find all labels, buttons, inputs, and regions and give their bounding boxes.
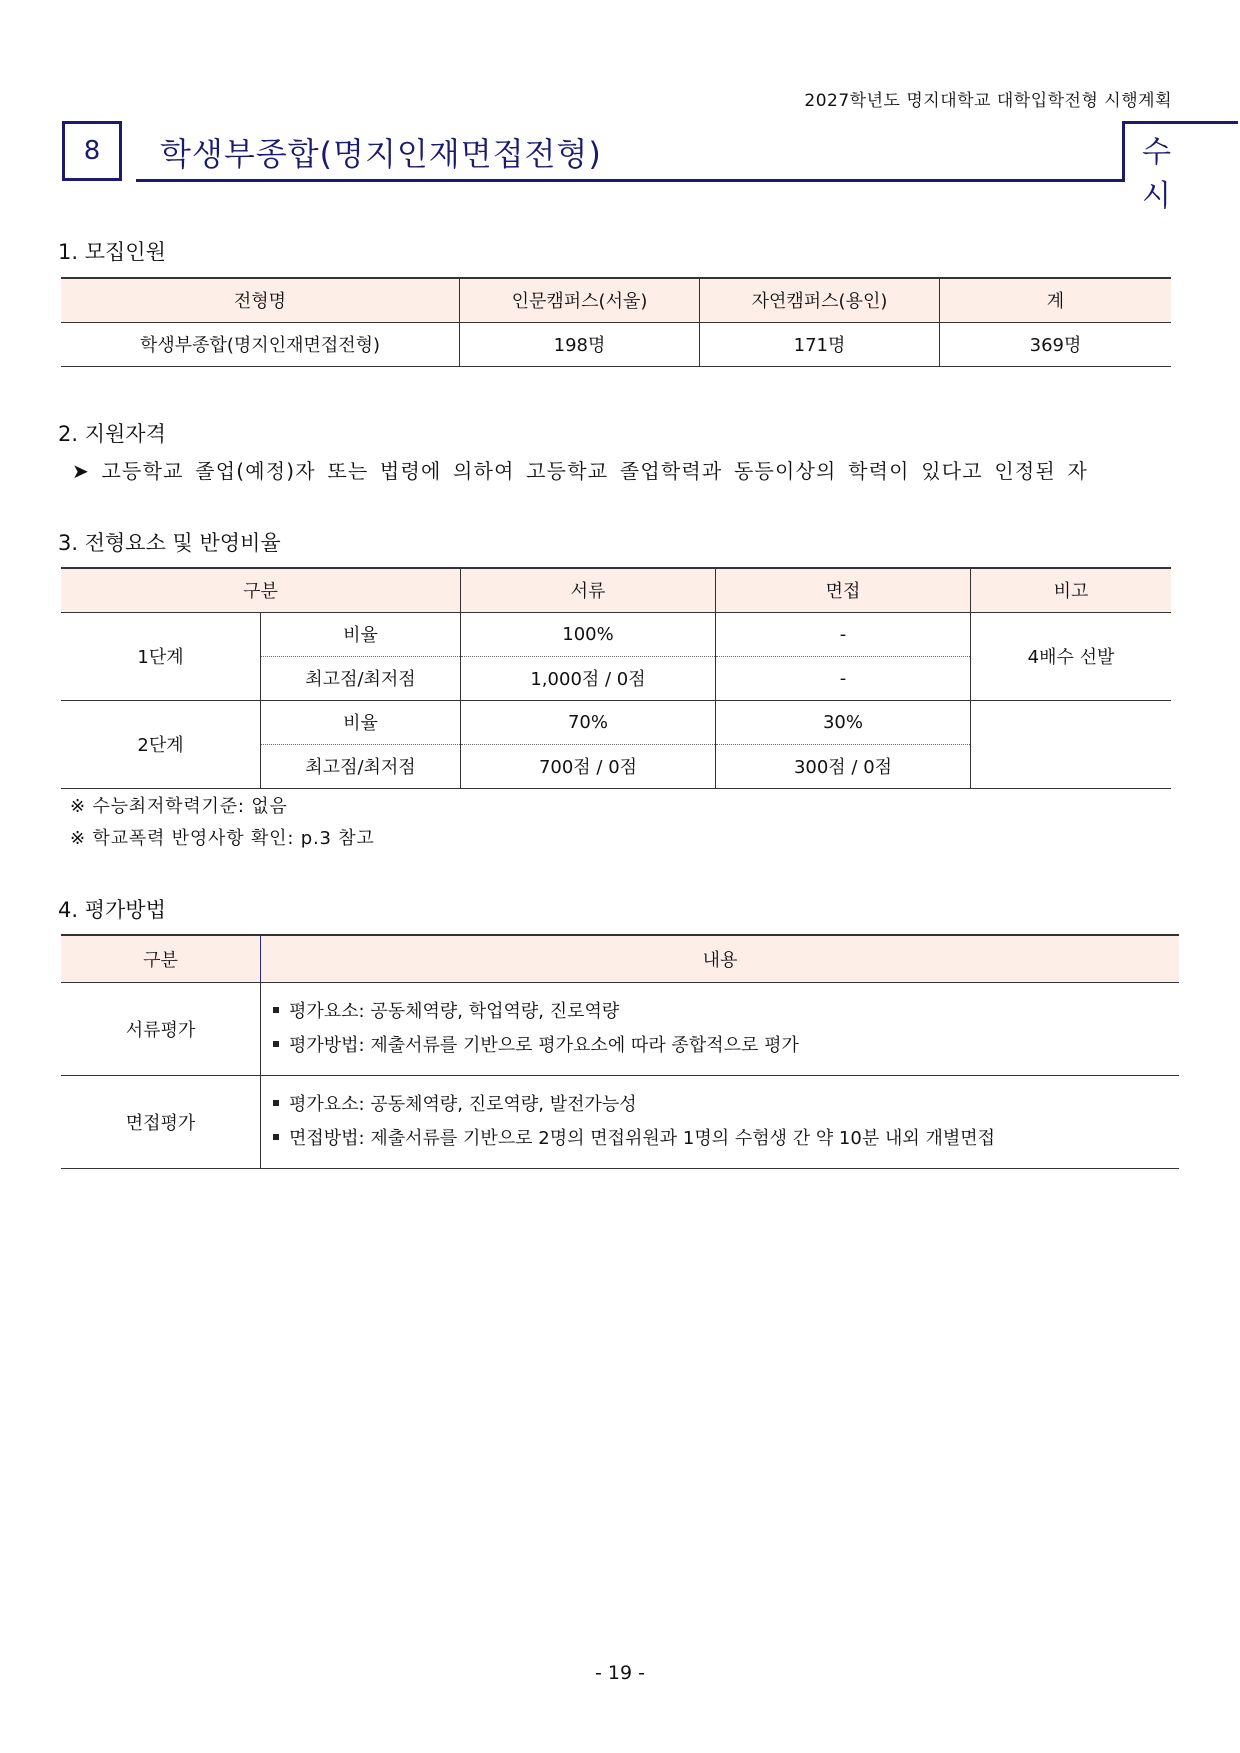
column-header: 비고 xyxy=(971,568,1172,612)
list-item xyxy=(273,1088,1178,1122)
table-row xyxy=(61,612,1171,656)
table-row xyxy=(61,700,1171,744)
table-cell: 70% xyxy=(461,700,716,744)
content-cell xyxy=(261,1076,1180,1169)
eligibility-item xyxy=(72,455,1088,484)
row-label: 면접평가 xyxy=(61,1076,261,1169)
row-label: 비율 xyxy=(261,612,461,656)
table-cell: 30% xyxy=(716,700,971,744)
table-row xyxy=(61,1076,1179,1169)
section-2-heading: 2. 지원자격 xyxy=(58,422,166,446)
note-line: ※ 학교폭력 반영사항 확인: p.3 참고 xyxy=(70,828,375,849)
table-cell: 학생부종합(명지인재면접전형) xyxy=(61,322,460,366)
list-item-text: 평가요소: 공동체역량, 학업역량, 진로역량 xyxy=(289,1001,620,1022)
row-label: 최고점/최저점 xyxy=(261,744,461,788)
row-label: 비율 xyxy=(261,700,461,744)
section-3-heading: 3. 전형요소 및 반영비율 xyxy=(58,531,281,555)
list-item-text: 평가방법: 제출서류를 기반으로 평가요소에 따라 종합적으로 평가 xyxy=(289,1035,799,1056)
table-header-row xyxy=(61,935,1179,983)
title-underline xyxy=(136,179,1124,182)
column-header: 계 xyxy=(940,278,1172,322)
section-title-bar xyxy=(62,121,1178,214)
weighting-table xyxy=(61,567,1171,789)
table-cell: 369명 xyxy=(940,322,1172,366)
table-row xyxy=(61,322,1171,366)
column-header: 내용 xyxy=(261,935,1180,983)
tag-top-border xyxy=(1122,121,1238,124)
title-divider xyxy=(1122,121,1125,182)
evaluation-table xyxy=(61,934,1179,1169)
section-1-heading: 1. 모집인원 xyxy=(58,240,166,264)
section-number-box: 8 xyxy=(62,121,122,181)
table-cell: 700점 / 0점 xyxy=(461,744,716,788)
table-cell: 300점 / 0점 xyxy=(716,744,971,788)
table-cell: 1,000점 / 0점 xyxy=(461,656,716,700)
section-4-heading: 4. 평가방법 xyxy=(58,898,166,922)
square-bullet-icon xyxy=(273,1134,279,1140)
note-line: ※ 수능최저학력기준: 없음 xyxy=(70,796,288,817)
square-bullet-icon xyxy=(273,1007,279,1013)
table-header-row xyxy=(61,278,1171,322)
table-cell: 100% xyxy=(461,612,716,656)
square-bullet-icon xyxy=(273,1041,279,1047)
page-number: - 19 - xyxy=(595,1662,645,1684)
list-item-text: 평가요소: 공동체역량, 진로역량, 발전가능성 xyxy=(289,1094,637,1115)
list-item-text: 면접방법: 제출서류를 기반으로 2명의 면접위원과 1명의 수험생 간 약 10분 내외 개별면접 xyxy=(289,1128,995,1149)
table-cell: 198명 xyxy=(460,322,700,366)
column-header: 서류 xyxy=(461,568,716,612)
arrow-bullet-icon: ➤ xyxy=(72,459,90,483)
content-cell xyxy=(261,983,1180,1076)
document-header: 2027학년도 명지대학교 대학입학전형 시행계획 xyxy=(804,91,1172,111)
eligibility-text: 고등학교 졸업(예정)자 또는 법령에 의하여 고등학교 졸업학력과 동등이상의 학력이 있다고 인정된 자 xyxy=(101,459,1088,483)
stage-note: 4배수 선발 xyxy=(971,612,1172,700)
row-label: 서류평가 xyxy=(61,983,261,1076)
column-header: 면접 xyxy=(716,568,971,612)
table-cell: 171명 xyxy=(700,322,940,366)
admission-type-tag: 수시 xyxy=(1142,135,1171,214)
stage-label: 1단계 xyxy=(61,612,261,700)
table-header-row xyxy=(61,568,1171,612)
row-label: 최고점/최저점 xyxy=(261,656,461,700)
table-cell: - xyxy=(716,612,971,656)
quota-table xyxy=(61,277,1171,367)
stage-label: 2단계 xyxy=(61,700,261,788)
column-header: 자연캠퍼스(용인) xyxy=(700,278,940,322)
section-title: 학생부종합(명지인재면접전형) xyxy=(160,135,602,173)
column-header: 전형명 xyxy=(61,278,460,322)
column-header: 구분 xyxy=(61,568,461,612)
column-header: 구분 xyxy=(61,935,261,983)
list-item xyxy=(273,995,1178,1029)
list-item xyxy=(273,1122,1178,1156)
table-row xyxy=(61,983,1179,1076)
list-item xyxy=(273,1029,1178,1063)
table-cell: - xyxy=(716,656,971,700)
square-bullet-icon xyxy=(273,1100,279,1106)
column-header: 인문캠퍼스(서울) xyxy=(460,278,700,322)
stage-note xyxy=(971,700,1172,788)
